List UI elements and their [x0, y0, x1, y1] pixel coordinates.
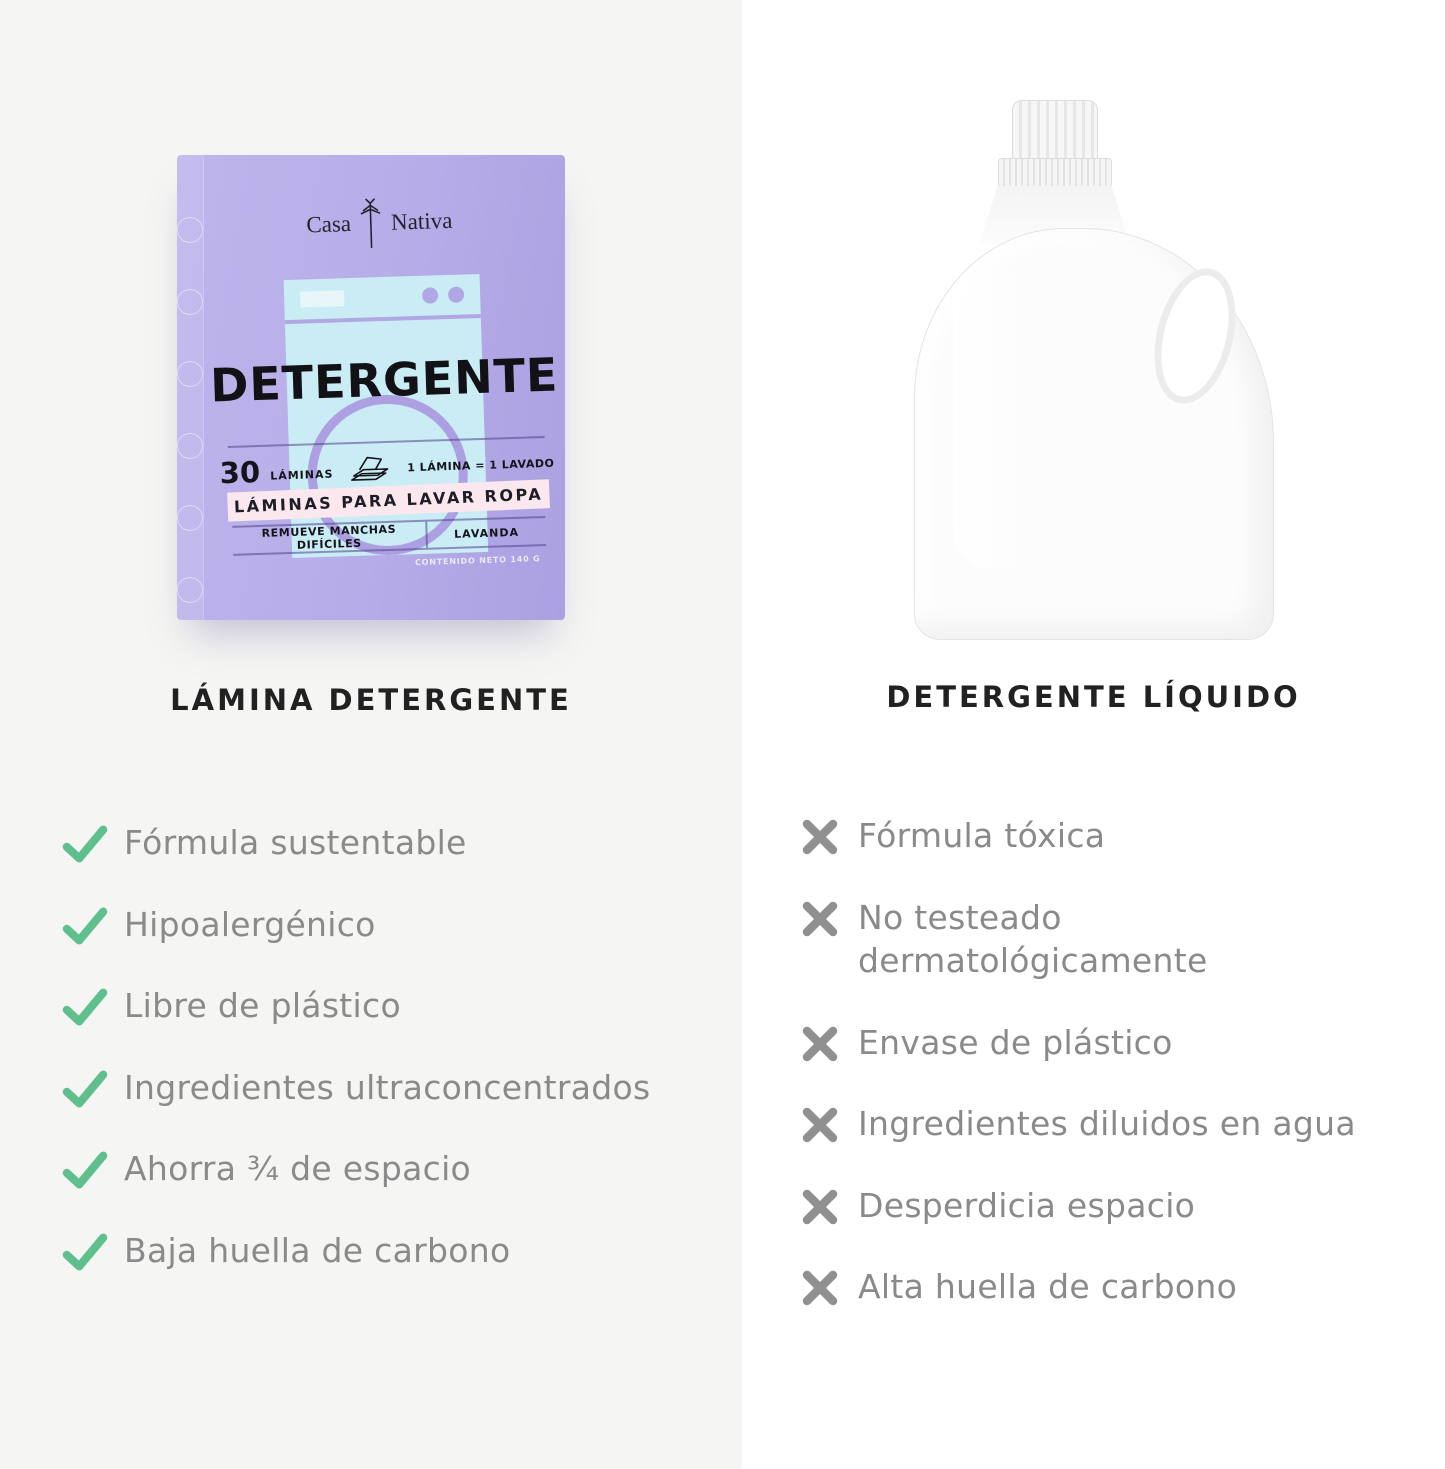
- bottle-handle-hole: [1141, 260, 1248, 412]
- bottle-highlight: [953, 269, 1033, 569]
- bottle-body: [914, 228, 1274, 640]
- claim-stain-removal: REMUEVE MANCHAS DIFÍCILES: [261, 522, 397, 552]
- x-icon: [800, 899, 840, 939]
- laundry-sheets-icon: [347, 453, 394, 484]
- equivalence-label: 1 LÁMINA = 1 LAVADO: [407, 456, 555, 474]
- list-item: [62, 903, 650, 947]
- claims-row: [232, 516, 546, 556]
- list-item: [800, 896, 1356, 983]
- x-icon: [800, 1024, 840, 1064]
- check-icon: [62, 1232, 108, 1272]
- list-item: [800, 814, 1356, 858]
- feature-text: Hipoalergénico: [124, 904, 376, 944]
- feature-text: Baja huella de carbono: [124, 1230, 511, 1270]
- feature-text: Desperdicia espacio: [858, 1185, 1196, 1225]
- list-item: [800, 1184, 1356, 1228]
- araucaria-tree-icon: [359, 197, 383, 250]
- emboss-logo-icon: [177, 289, 203, 315]
- machine-knob-icon: [447, 286, 463, 302]
- feature-text: Fórmula tóxica: [858, 816, 1106, 855]
- machine-drawer: [299, 290, 343, 307]
- panel-detergente-liquido: [742, 0, 1445, 1469]
- list-item: [800, 1102, 1356, 1146]
- sheet-count: 30: [219, 454, 261, 491]
- emboss-logo-icon: [177, 505, 203, 531]
- x-icon: [800, 1105, 840, 1145]
- product-name: DETERGENTE: [209, 347, 560, 413]
- feature-text: Envase de plástico: [858, 1022, 1173, 1062]
- liquid-detergent-bottle-image: [914, 100, 1274, 640]
- product-box-image: [177, 155, 565, 620]
- check-icon: [62, 1069, 108, 1109]
- bottle-collar: [998, 158, 1112, 188]
- bottle-cap: [1012, 100, 1098, 160]
- list-item: [800, 1021, 1356, 1065]
- emboss-logo-icon: [177, 361, 203, 387]
- emboss-logo-icon: [177, 577, 203, 603]
- machine-knob-icon: [421, 287, 437, 303]
- right-column-title: DETERGENTE LÍQUIDO: [886, 680, 1301, 714]
- x-icon: [800, 1268, 840, 1308]
- brand-word-nativa: Nativa: [390, 207, 453, 235]
- list-item: [62, 1229, 650, 1273]
- net-content-label: CONTENIDO NETO 140 G: [414, 554, 541, 568]
- list-item: [800, 1265, 1356, 1309]
- emboss-logo-icon: [177, 433, 203, 459]
- left-column-title: LÁMINA DETERGENTE: [170, 683, 572, 717]
- x-icon: [800, 817, 840, 857]
- list-item: [62, 1147, 650, 1191]
- feature-text: Alta huella de carbono: [858, 1267, 1238, 1307]
- list-item: [62, 1066, 650, 1110]
- brand-word-casa: Casa: [305, 210, 352, 238]
- check-icon: [62, 906, 108, 946]
- sheet-count-label: LÁMINAS: [269, 467, 334, 483]
- feature-text: Libre de plástico: [124, 986, 401, 1026]
- feature-text: Ahorra ¾ de espacio: [124, 1149, 472, 1189]
- check-icon: [62, 824, 108, 864]
- x-icon: [800, 1187, 840, 1227]
- cons-list: [800, 814, 1356, 1347]
- list-item: [62, 984, 650, 1028]
- check-icon: [62, 1150, 108, 1190]
- claim-scent: LAVANDA: [453, 525, 520, 541]
- box-front-face: [204, 155, 565, 620]
- check-icon: [62, 987, 108, 1027]
- feature-text: Ingredientes ultraconcentrados: [124, 1067, 651, 1107]
- list-item: [62, 821, 650, 865]
- product-tagline-banner: LÁMINAS PARA LAVAR ROPA: [227, 479, 550, 521]
- pros-list: [62, 821, 650, 1310]
- feature-text: Fórmula sustentable: [124, 823, 467, 862]
- feature-text: Ingredientes diluidos en agua: [858, 1104, 1356, 1144]
- feature-text: No testeado dermatológicamente: [858, 897, 1208, 981]
- detergent-sheets-box: [177, 155, 565, 620]
- brand-lockup: [198, 191, 560, 254]
